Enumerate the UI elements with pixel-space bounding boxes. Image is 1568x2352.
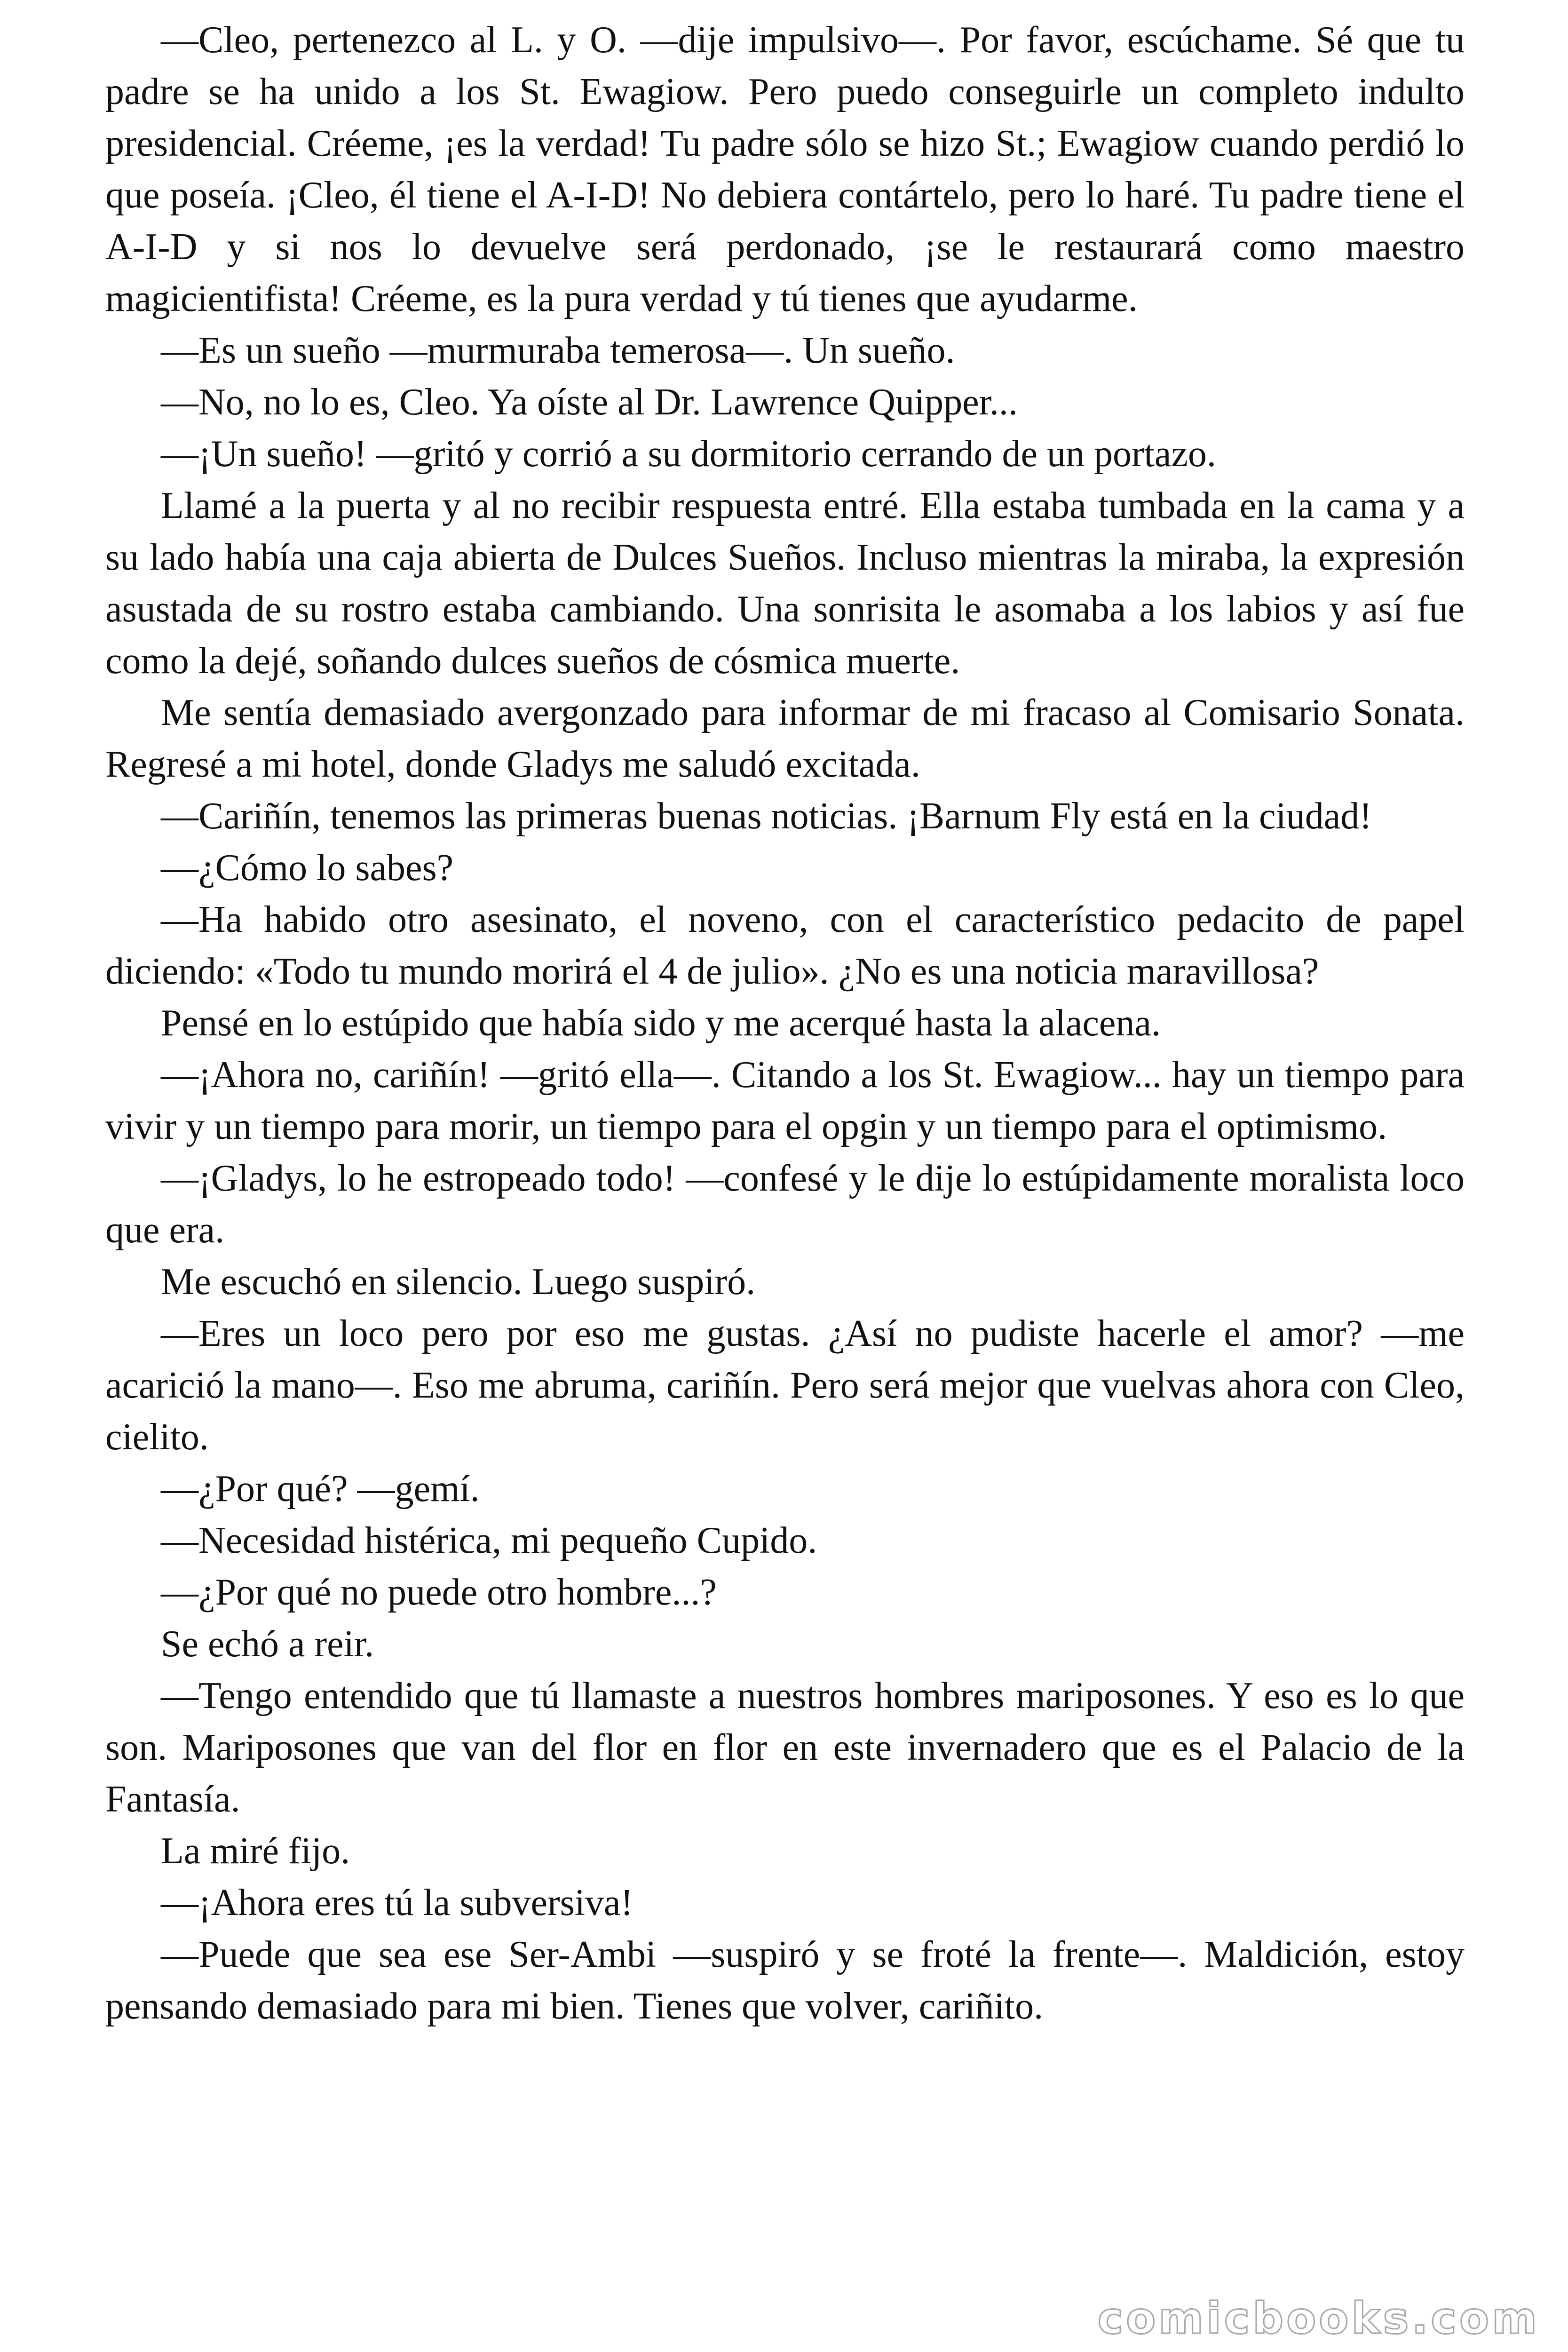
paragraph: —Ha habido otro asesinato, el noveno, con el característico pedacito de papel diciendo: «Todo tu mundo morirá el 4 de julio». ¿No es una noticia maravillosa?	[105, 899, 1465, 992]
paragraph: —¿Cómo lo sabes?	[161, 847, 454, 889]
paragraph: —¡Un sueño! —gritó y corrió a su dormitorio cerrando de un portazo.	[161, 433, 1216, 475]
paragraph: —Puede que sea ese Ser-Ambi —suspiró y se froté la frente—. Maldición, estoy pensando demasiado para mi bien. Tienes que volver, cariñito.	[105, 1934, 1465, 2027]
paragraph: —Tengo entendido que tú llamaste a nuestros hombres mariposones. Y eso es lo que son. Mariposones que van del flor en flor en este invernadero que es el Palacio de la Fantasía.	[105, 1675, 1465, 1820]
paragraph: —Cariñín, tenemos las primeras buenas noticias. ¡Barnum Fly está en la ciudad!	[161, 795, 1372, 837]
paragraph: —¡Ahora eres tú la subversiva!	[161, 1882, 634, 1923]
page-text	[105, 14, 1465, 2032]
paragraph: —¡Gladys, lo he estropeado todo! —confesé y le dije lo estúpidamente moralista loco que era.	[105, 1158, 1465, 1251]
paragraph: —Cleo, pertenezco al L. y O. —dije impulsivo—. Por favor, escúchame. Sé que tu padre se ha unido a los St. Ewagiow. Pero puedo conseguirle un completo indulto presidencial. Créeme, ¡es la verdad! Tu padre sólo se hizo St.; Ewagiow cuando perdió lo que poseía. ¡Cleo, él tiene el A-I-D! No debiera contártelo, pero lo haré. Tu padre tiene el A-I-D y si nos lo devuelve será perdonado, ¡se le restaurará como maestro magicientifista! Créeme, es la pura verdad y tú tienes que ayudarme.	[105, 19, 1465, 319]
paragraph: —Eres un loco pero por eso me gustas. ¿Así no pudiste hacerle el amor? —me acarició la mano—. Eso me abruma, cariñín. Pero será mejor que vuelvas ahora con Cleo, cielito.	[105, 1313, 1465, 1458]
paragraph: —No, no lo es, Cleo. Ya oíste al Dr. Lawrence Quipper...	[161, 381, 1018, 423]
paragraph: Se echó a reir.	[161, 1623, 374, 1665]
paragraph: —Necesidad histérica, mi pequeño Cupido.	[161, 1520, 817, 1561]
paragraph: Me sentía demasiado avergonzado para informar de mi fracaso al Comisario Sonata. Regresé a mi hotel, donde Gladys me saludó excitada.	[105, 692, 1465, 785]
paragraph: Llamé a la puerta y al no recibir respuesta entré. Ella estaba tumbada en la cama y a su lado había una caja abierta de Dulces Sueños. Incluso mientras la miraba, la expresión asustada de su rostro estaba cambiando. Una sonrisita le asomaba a los labios y así fue como la dejé, soñando dulces sueños de cósmica muerte.	[105, 485, 1465, 682]
paragraph: La miré fijo.	[161, 1830, 350, 1872]
paragraph: —¿Por qué? —gemí.	[161, 1468, 480, 1510]
paragraph: Me escuchó en silencio. Luego suspiró.	[161, 1261, 756, 1303]
watermark: comicbooks.com	[1097, 2293, 1540, 2344]
paragraph: —¿Por qué no puede otro hombre...?	[161, 1572, 717, 1613]
paragraph: Pensé en lo estúpido que había sido y me acerqué hasta la alacena.	[161, 1002, 1161, 1044]
paragraph: —¡Ahora no, cariñín! —gritó ella—. Citando a los St. Ewagiow... hay un tiempo para vivir y un tiempo para morir, un tiempo para el opgin y un tiempo para el optimismo.	[105, 1054, 1465, 1147]
paragraph: —Es un sueño —murmuraba temerosa—. Un sueño.	[161, 330, 955, 371]
